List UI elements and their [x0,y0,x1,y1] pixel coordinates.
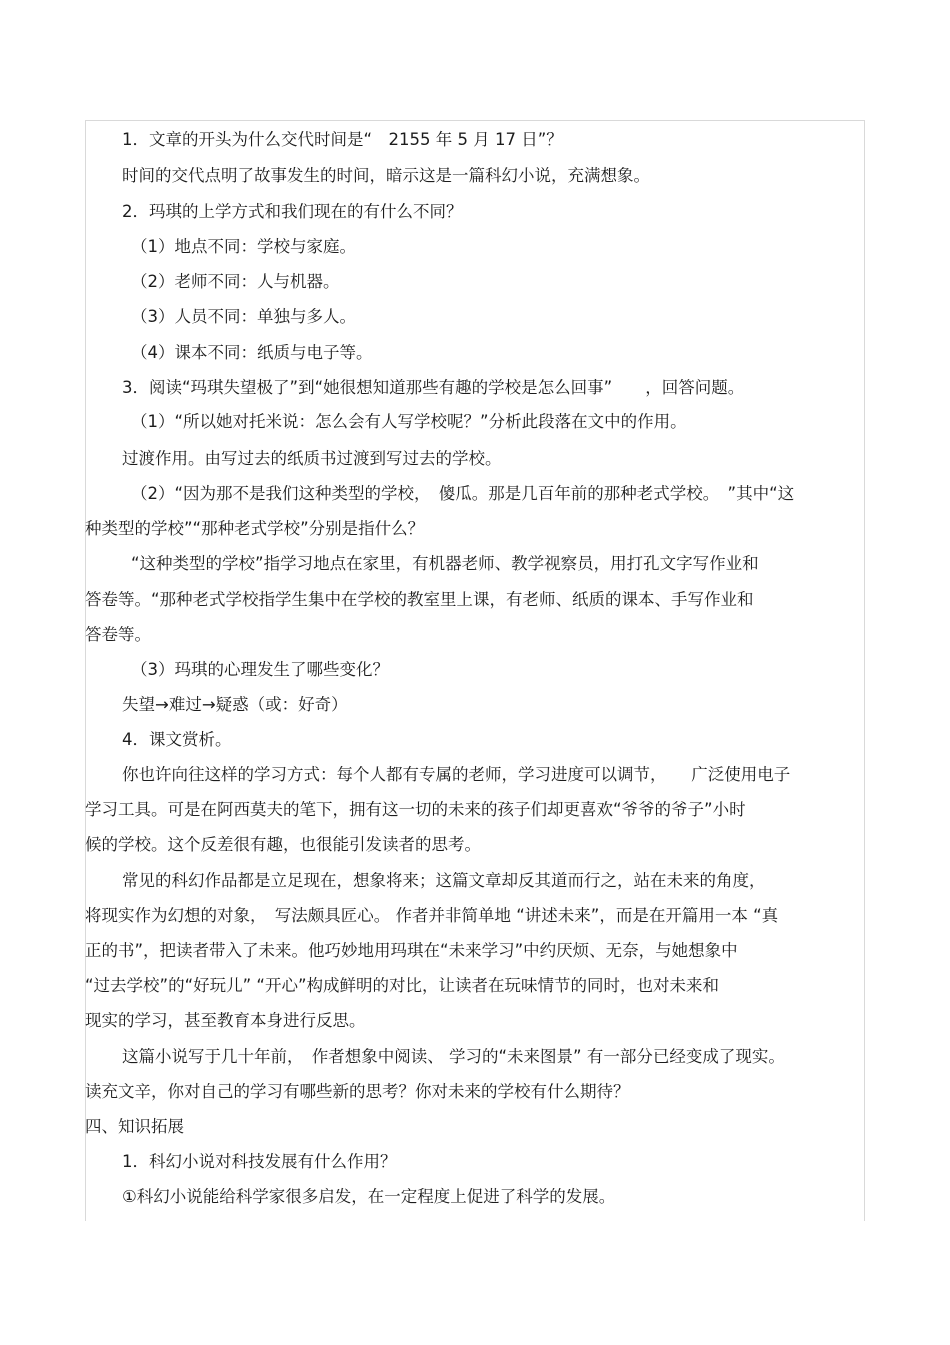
question-3-sub-1: （1）“所以她对托米说：怎么会有人写学校呢？”分析此段落在文中的作用。 [131,412,687,431]
question-3-sub-2: （2）“因为那不是我们这种类型的学校， 傻瓜。那是几百年前的那种老式学校。 ”其中“这 [131,484,795,503]
question-4: 4．课文赏析。 [122,730,232,749]
analysis-para-1: 你也许向往这样的学习方式：每个人都有专属的老师，学习进度可以调节， 广泛使用电子 [122,765,791,784]
analysis-para-2-cont-1: 将现实作为幻想的对象， 写法颇具匠心。 作者并非简单地 “讲述未来”，而是在开篇用一本 “真 [85,906,779,925]
analysis-para-2-cont-3: “过去学校”的“好玩儿” “开心”构成鲜明的对比，让读者在玩味情节的同时，也对未来和 [85,976,720,995]
analysis-para-2-cont-2: 正的书”，把读者带入了未来。他巧妙地用玛琪在“未来学习”中约厌烦、无奈，与她想象中 [85,941,738,960]
answer-3-sub-1: 过渡作用。由写过去的纸质书过渡到写过去的学校。 [122,449,502,468]
answer-3-sub-3: 失望→难过→疑惑（或：好奇） [122,695,348,714]
question-3-sub-2-cont: 种类型的学校”“那种老式学校”分别是指什么？ [85,519,425,538]
question-1: 1．文章的开头为什么交代时间是“ 2155 年 5 月 17 日”？ [122,130,563,149]
analysis-para-3-cont: 读充文辛，你对自己的学习有哪些新的思考？你对未来的学校有什么期待？ [85,1082,630,1101]
answer-2-item-3: （3）人员不同：单独与多人。 [131,307,356,326]
answer-3-sub-2: “这种类型的学校”指学习地点在家里，有机器老师、教学视察员，用打孔文字写作业和 [131,554,759,573]
analysis-para-2-cont-4: 现实的学习，甚至教育本身进行反思。 [85,1011,366,1030]
answer-1: 时间的交代点明了故事发生的时间，暗示这是一篇科幻小说，充满想象。 [122,166,650,185]
question-3: 3．阅读“玛琪失望极了”到“她很想知道那些有趣的学校是怎么回事” ，回答问题。 [122,378,745,397]
answer-2-item-1: （1）地点不同：学校与家庭。 [131,237,356,256]
analysis-para-1-cont-2: 候的学校。这个反差很有趣，也很能引发读者的思考。 [85,835,481,854]
question-2: 2．玛琪的上学方式和我们现在的有什么不同？ [122,202,463,221]
analysis-para-1-cont-1: 学习工具。可是在阿西莫夫的笔下，拥有这一切的未来的孩子们却更喜欢“爷爷的爷子”小时 [85,800,746,819]
answer-2-item-2: （2）老师不同：人与机器。 [131,272,340,291]
extension-question-1: 1．科幻小说对科技发展有什么作用？ [122,1152,397,1171]
analysis-para-3: 这篇小说写于几十年前， 作者想象中阅读、 学习的“未来图景” 有一部分已经变成了现实。 [122,1047,785,1066]
section-heading-4: 四、知识拓展 [85,1117,184,1136]
answer-3-sub-2-cont-1: 答卷等。“那种老式学校指学生集中在学校的教室里上课，有老师、纸质的课本、手写作业和 [85,590,754,609]
extension-answer-1: ①科幻小说能给科学家很多启发，在一定程度上促进了科学的发展。 [122,1187,616,1206]
answer-2-item-4: （4）课本不同：纸质与电子等。 [131,343,373,362]
answer-3-sub-2-cont-2: 答卷等。 [85,625,151,644]
analysis-para-2: 常见的科幻作品都是立足现在，想象将来；这篇文章却反其道而行之，站在未来的角度， [122,871,766,890]
question-3-sub-3: （3）玛琪的心理发生了哪些变化？ [131,660,389,679]
